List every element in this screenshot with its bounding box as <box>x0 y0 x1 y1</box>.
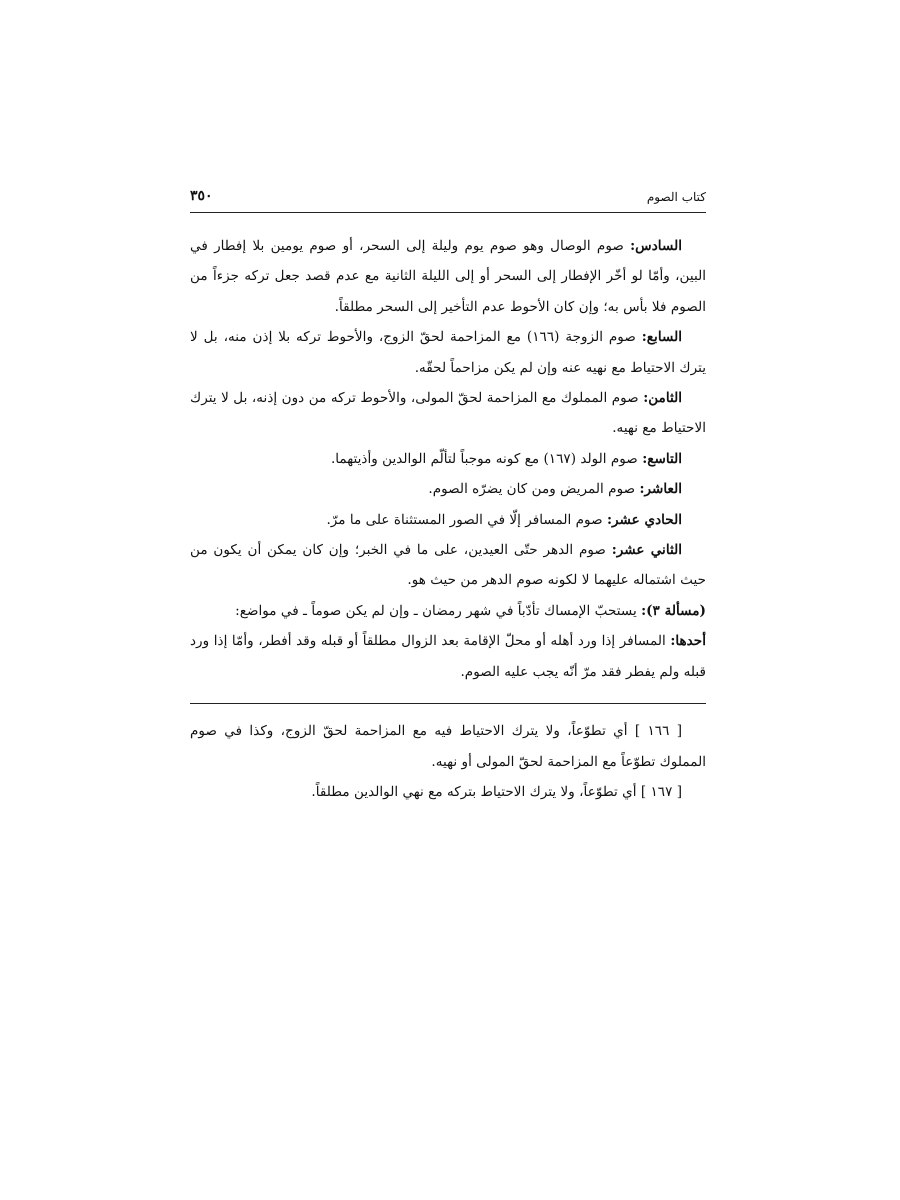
running-header <box>190 186 706 213</box>
paragraph-label: الحادي عشر: <box>606 511 682 528</box>
paragraph-text: صوم المريض ومن كان يضرّه الصوم. <box>428 481 636 498</box>
paragraph-label: السادس: <box>630 238 682 254</box>
paragraph-label: الثامن: <box>643 390 682 407</box>
footnotes <box>190 716 706 807</box>
paragraph-text: صوم المملوك مع المزاحمة لحقّ المولى، والأحوط تركه من دون إذنه، بل لا يترك الاحتياط مع نهيه. <box>190 390 706 437</box>
paragraph <box>190 474 706 504</box>
chapter-title: كتاب الصوم <box>646 190 706 204</box>
paragraph <box>190 231 706 322</box>
paragraph-label: العاشر: <box>639 481 682 498</box>
paragraph-text: يستحبّ الإمساك تأدّباً في شهر رمضان ـ وإن لم يكن صوماً ـ في مواضع: <box>235 602 637 619</box>
main-text <box>190 231 706 687</box>
paragraph-label: السابع: <box>641 329 683 346</box>
paragraph-label: الثاني عشر: <box>611 542 682 559</box>
paragraph <box>190 444 706 474</box>
paragraph <box>190 322 706 383</box>
paragraph-text: صوم المسافر إلّا في الصور المستثناة على ما مرّ. <box>326 511 603 528</box>
paragraph <box>190 596 706 626</box>
paragraph-text: صوم الدهر حتّى العيدين، على ما في الخبر؛ وإن كان يمكن أن يكون من حيث اشتماله عليهما لا لكونه صوم الدهر من حيث هو. <box>190 542 706 589</box>
paragraph <box>190 383 706 444</box>
book-page <box>190 186 706 807</box>
paragraph-label: أحدها: <box>670 633 706 650</box>
footnote-divider <box>190 703 706 704</box>
paragraph <box>190 535 706 596</box>
paragraph-text: المسافر إذا ورد أهله أو محلّ الإقامة بعد الزوال مطلقاً أو قبله وقد أفطر، وأمّا إذا ورد قبله ولم يفطر فقد مرّ أنّه يجب عليه الصوم. <box>190 633 706 680</box>
footnote: [ ١٦٦ ] أي تطوّعاً، ولا يترك الاحتياط فيه مع المزاحمة لحقّ الزوج، وكذا في صوم المملوك تطوّعاً مع المزاحمة لحقّ المولى أو نهيه. <box>190 723 706 770</box>
paragraph-text: صوم الزوجة (١٦٦) مع المزاحمة لحقّ الزوج، والأحوط تركه بلا إذن منه، بل لا يترك الاحتياط مع نهيه عنه وإن لم يكن مزاحماً لحقّه. <box>190 329 706 376</box>
paragraph <box>190 505 706 535</box>
paragraph <box>190 626 706 687</box>
page-number: ٣٥٠ <box>190 188 213 204</box>
paragraph-text: صوم الولد (١٦٧) مع كونه موجباً لتألّم الوالدين وأذيتهما. <box>330 450 638 467</box>
footnote: [ ١٦٧ ] أي تطوّعاً، ولا يترك الاحتياط بتركه مع نهي الوالدين مطلقاً. <box>311 783 682 800</box>
paragraph-label: (مسألة ٣): <box>641 602 706 619</box>
paragraph-label: التاسع: <box>642 450 682 467</box>
paragraph-text: صوم الوصال وهو صوم يوم وليلة إلى السحر، أو صوم يومين بلا إفطار في البين، وأمّا لو أخّر الإفطار إلى السحر أو إلى الليلة الثانية مع عدم قصد جعل تركه جزءاً من الصوم فلا بأس به؛ وإن كان الأحوط عدم التأخير إلى السحر مطلقاً. <box>190 238 706 315</box>
